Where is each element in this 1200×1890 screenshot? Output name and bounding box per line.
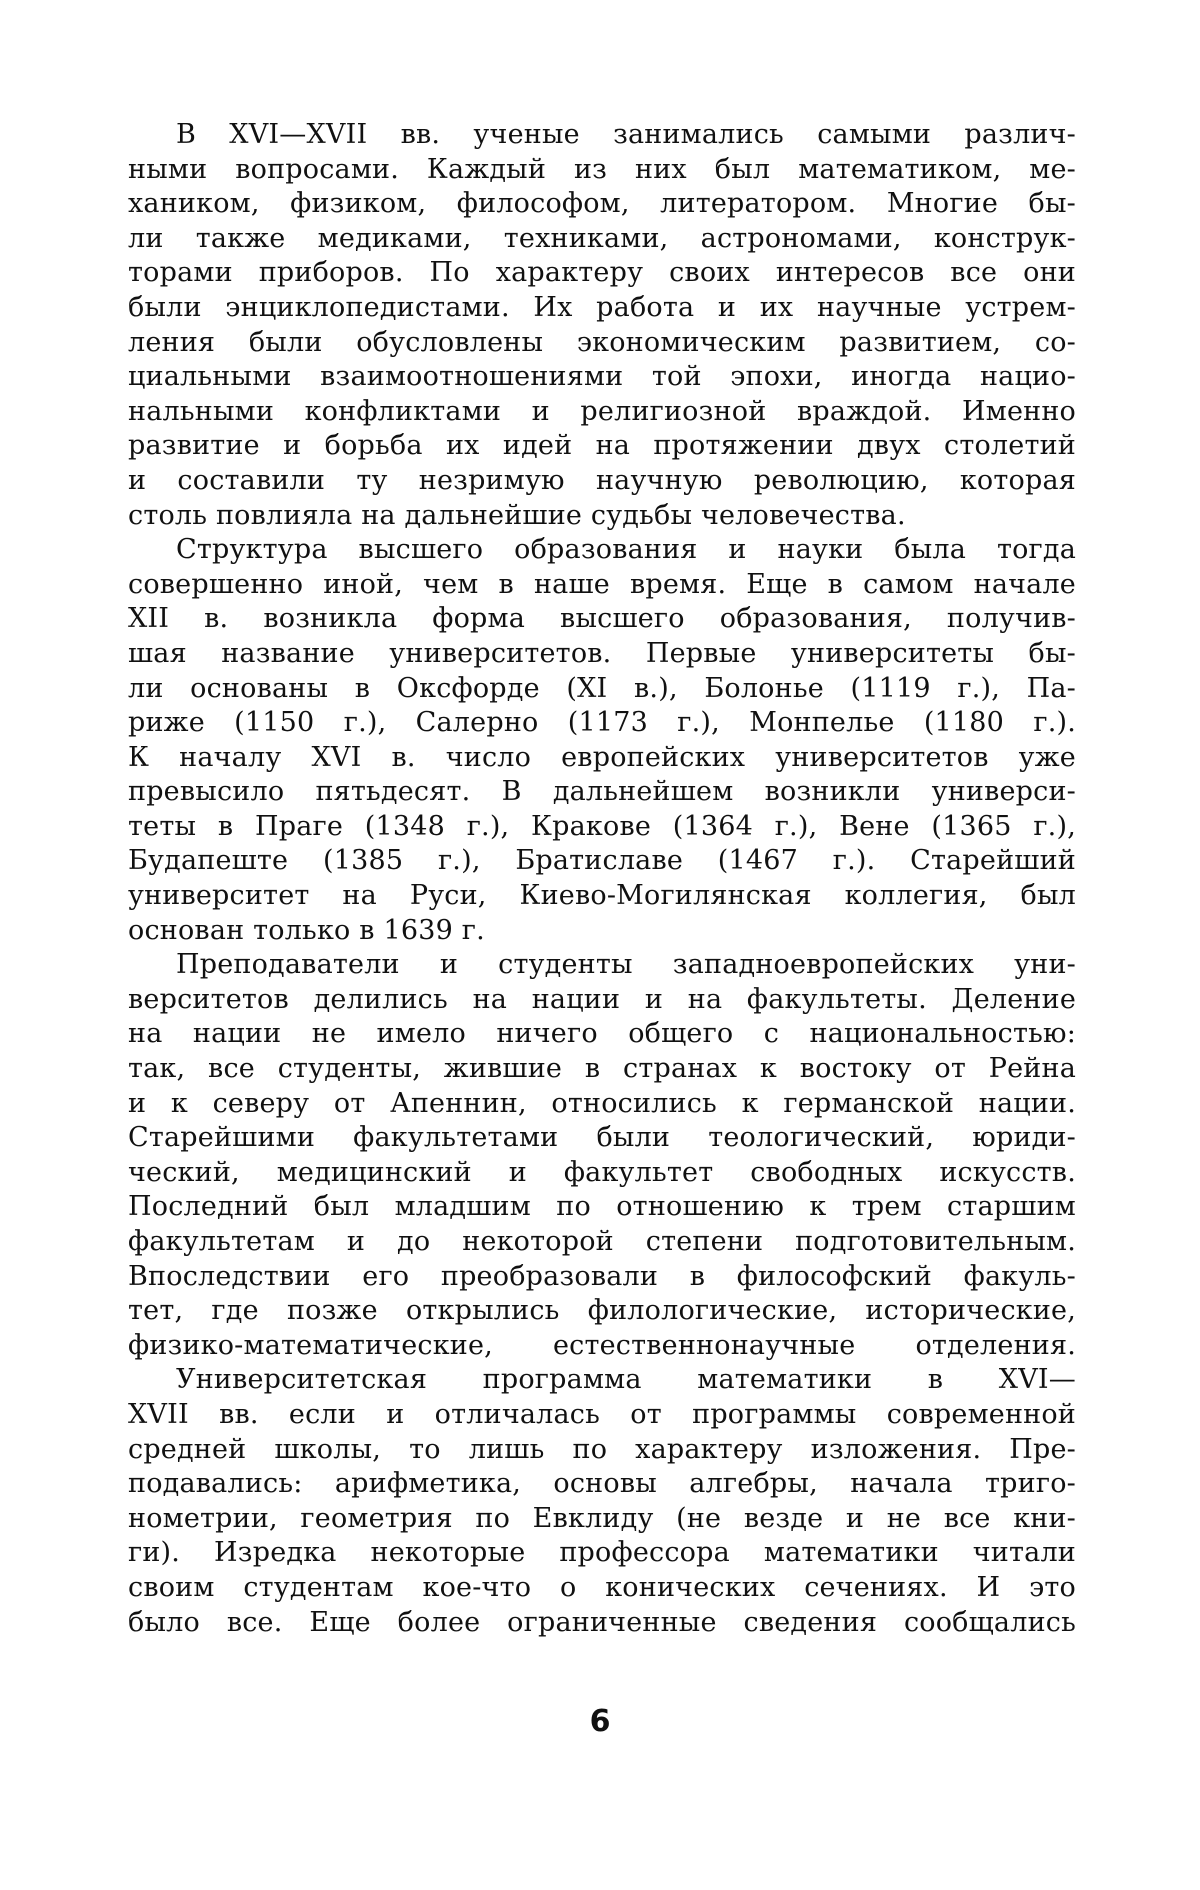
text-line: нометрии, геометрия по Евклиду (не везде и не все кни-: [128, 1502, 1076, 1534]
text-line: циальными взаимоотношениями той эпохи, иногда нацио-: [128, 361, 1076, 393]
text-line: Преподаватели и студенты западноевропейских уни-: [176, 949, 1076, 981]
text-line: шая название университетов. Первые университеты бы-: [128, 637, 1076, 669]
text-line: Будапеште (1385 г.), Братиславе (1467 г.). Старейший: [128, 845, 1076, 877]
text-line: совершенно иной, чем в наше время. Еще в самом начале: [128, 568, 1076, 600]
text-line: Университетская программа математики в XVI—: [176, 1364, 1076, 1396]
text-line: риже (1150 г.), Салерно (1173 г.), Монпелье (1180 г.).: [128, 707, 1076, 739]
text-line: так, все студенты, жившие в странах к востоку от Рейна: [128, 1053, 1076, 1085]
text-line: и к северу от Апеннин, относились к германской нации.: [128, 1087, 1076, 1119]
text-line: Последний был младшим по отношению к трем старшим: [128, 1191, 1076, 1223]
text-line: превысило пятьдесят. В дальнейшем возникли универси-: [128, 776, 1076, 808]
text-line: своим студентам кое-что о конических сечениях. И это: [128, 1571, 1076, 1603]
body-text: [128, 118, 1076, 1640]
text-line: ли основаны в Оксфорде (XI в.), Болонье (1119 г.), Па-: [128, 672, 1076, 704]
text-line: ческий, медицинский и факультет свободных искусств.: [128, 1156, 1076, 1188]
text-line: Старейшими факультетами были теологический, юриди-: [128, 1122, 1076, 1154]
text-line: подавались: арифметика, основы алгебры, начала триго-: [128, 1468, 1076, 1500]
page-number: 6: [589, 1704, 611, 1739]
text-line: и составили ту незримую научную революцию, которая: [128, 464, 1076, 496]
text-line: XII в. возникла форма высшего образования, получив-: [128, 603, 1076, 635]
text-line: Впоследствии его преобразовали в философский факуль-: [128, 1260, 1076, 1292]
text-line: теты в Праге (1348 г.), Кракове (1364 г.), Вене (1365 г.),: [128, 810, 1076, 842]
text-line: факультетам и до некоторой степени подготовительным.: [128, 1226, 1076, 1257]
text-line: В XVI—XVII вв. ученые занимались самыми различ-: [176, 119, 1076, 150]
text-line: на нации не имело ничего общего с национальностью:: [128, 1018, 1076, 1050]
text-line: К началу XVI в. число европейских университетов уже: [128, 741, 1076, 773]
text-line: ги). Изредка некоторые профессора математики читали: [128, 1537, 1076, 1569]
text-line: было все. Еще более ограниченные сведения сообщались: [128, 1606, 1076, 1638]
text-line: торами приборов. По характеру своих интересов все они: [128, 257, 1076, 289]
text-line: ли также медиками, техниками, астрономами, конструк-: [128, 222, 1076, 254]
text-line: средней школы, то лишь по характеру изложения. Пре-: [128, 1433, 1076, 1465]
text-line: развитие и борьба их идей на протяжении двух столетий: [128, 430, 1076, 462]
text-line: столь повлияла на дальнейшие судьбы человечества.: [128, 499, 906, 531]
text-line: нальными конфликтами и религиозной враждой. Именно: [128, 395, 1076, 427]
text-line: университет на Руси, Киево-Могилянская коллегия, был: [128, 880, 1076, 912]
text-line: верситетов делились на нации и на факультеты. Деление: [128, 983, 1076, 1015]
text-line: XVII вв. если и отличалась от программы современной: [128, 1398, 1076, 1430]
text-line: физико-математические, естественнонаучные отделения.: [128, 1329, 1076, 1361]
page-body: [128, 118, 1076, 1640]
text-line: хаником, физиком, философом, литератором. Многие бы-: [128, 188, 1076, 220]
text-line: тет, где позже открылись филологические, исторические,: [128, 1295, 1076, 1327]
text-line: основан только в 1639 г.: [128, 914, 485, 946]
text-line: ными вопросами. Каждый из них был математиком, ме-: [128, 153, 1076, 185]
text-line: Структура высшего образования и науки была тогда: [176, 534, 1076, 566]
text-line: были энциклопедистами. Их работа и их научные устрем-: [128, 291, 1076, 323]
text-line: ления были обусловлены экономическим развитием, со-: [128, 326, 1076, 358]
